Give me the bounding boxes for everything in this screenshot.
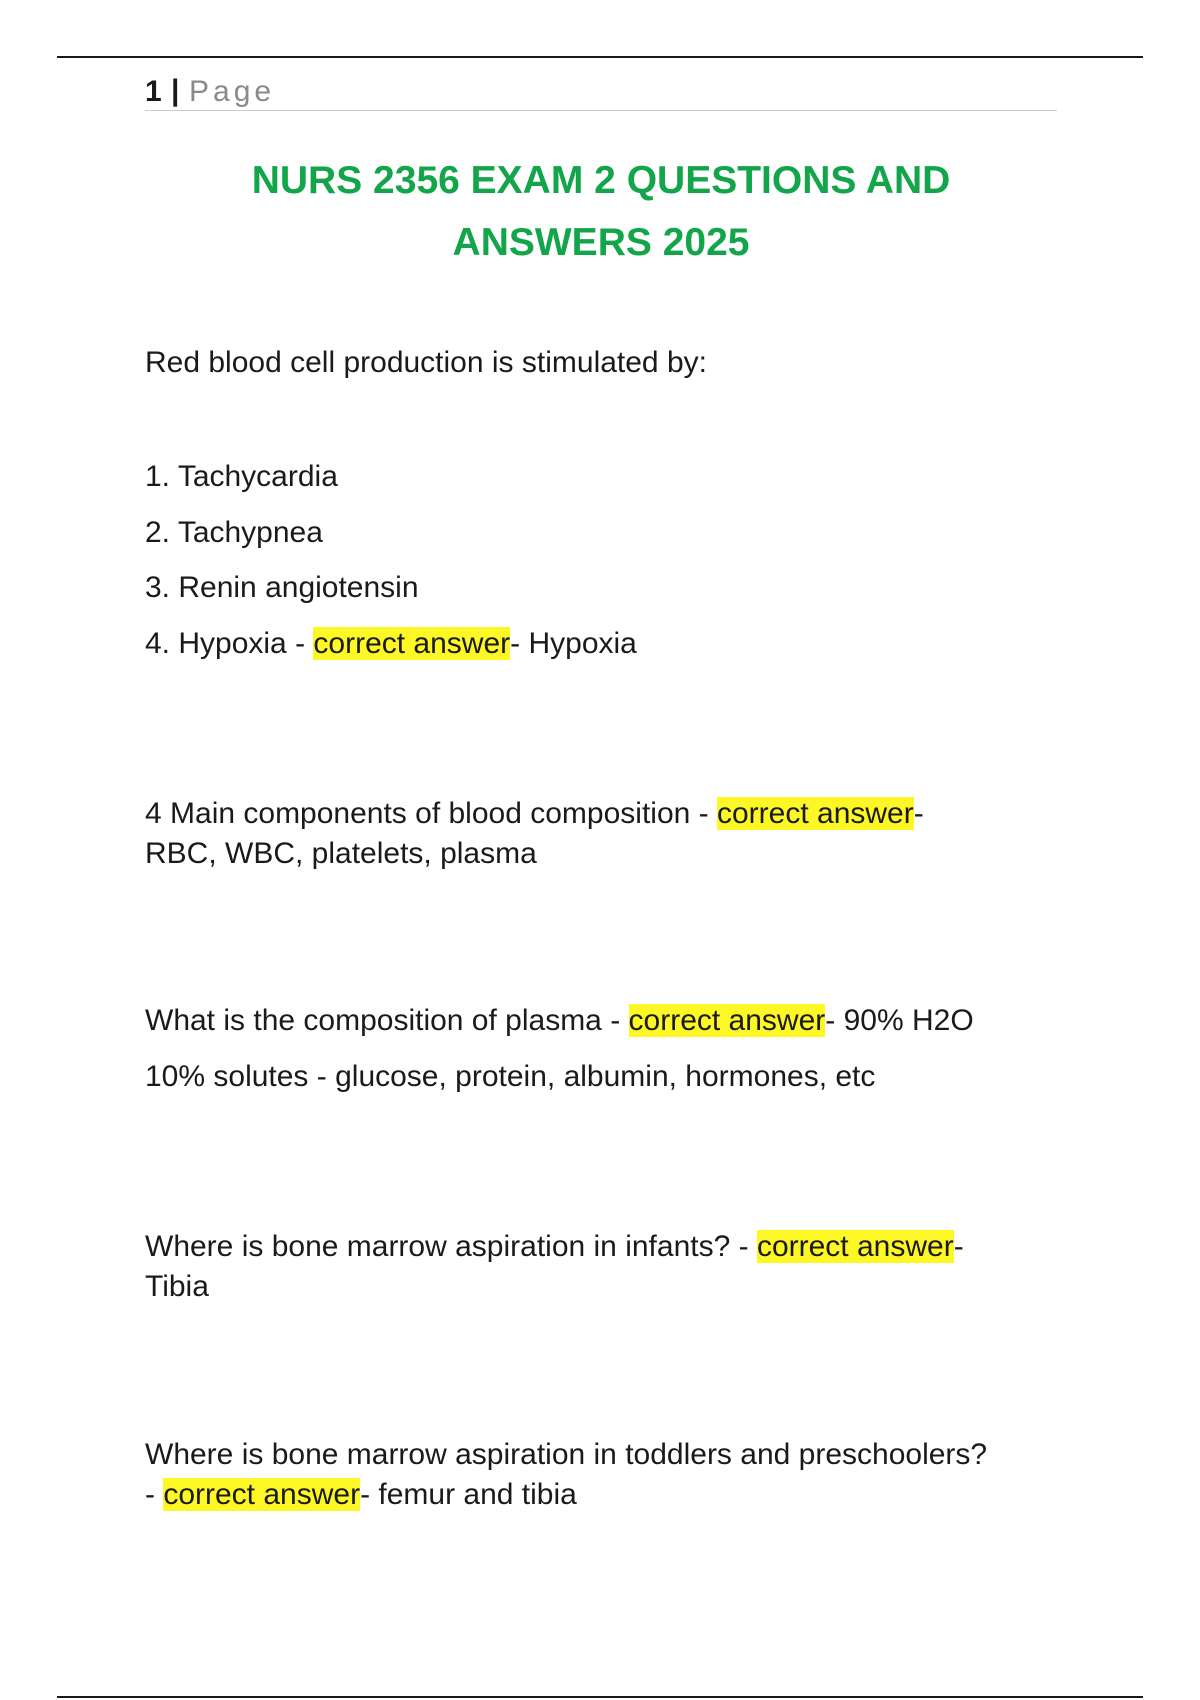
correct-answer-highlight: correct answer [313,627,511,660]
q5-question: Where is bone marrow aspiration in toddlers and preschoolers? [145,1438,988,1471]
correct-answer-highlight: correct answer [163,1478,361,1511]
q1-option-4 [145,624,637,664]
q1-option-3: 3. Renin angiotensin [145,571,419,604]
q4-question [145,1227,964,1267]
correct-answer-highlight: correct answer [628,1004,826,1037]
q2-question-text: 4 Main components of blood composition - [145,797,717,830]
correct-answer-highlight: correct answer [756,1230,954,1263]
q5-answer: - femur and tibia [360,1478,577,1511]
bottom-rule [57,1696,1143,1698]
page-header [145,70,1057,111]
correct-answer-highlight: correct answer [716,797,914,830]
q5-prefix: - [145,1478,164,1511]
q1-answer: - Hypoxia [510,627,637,660]
q1-option-2: 2. Tachypnea [145,516,323,549]
q1-option-1: 1. Tachycardia [145,460,338,493]
q4-answer: Tibia [145,1270,209,1303]
q3-answer: - 90% H2O [825,1004,974,1037]
q5-answer-line [145,1475,577,1515]
q3-answer-line-2: 10% solutes - glucose, protein, albumin, hormones, etc [145,1060,876,1093]
q3-question [145,1001,974,1041]
q4-dash: - [953,1230,964,1263]
page-number: 1 [145,75,162,108]
q4-question-text: Where is bone marrow aspiration in infants? - [145,1230,757,1263]
q2-answer: RBC, WBC, platelets, plasma [145,837,537,870]
page-label: Page [189,75,276,108]
q2-question [145,794,924,834]
document-title [145,150,1057,274]
q1-option-4-text: 4. Hypoxia - [145,627,314,660]
q1-question: Red blood cell production is stimulated by: [145,346,707,379]
top-rule [57,56,1143,58]
q3-question-text: What is the composition of plasma - [145,1004,629,1037]
title-line-1: NURS 2356 EXAM 2 QUESTIONS AND [251,159,951,202]
q2-dash: - [913,797,924,830]
title-line-2: ANSWERS 2025 [452,221,750,264]
page-separator: | [171,74,180,107]
